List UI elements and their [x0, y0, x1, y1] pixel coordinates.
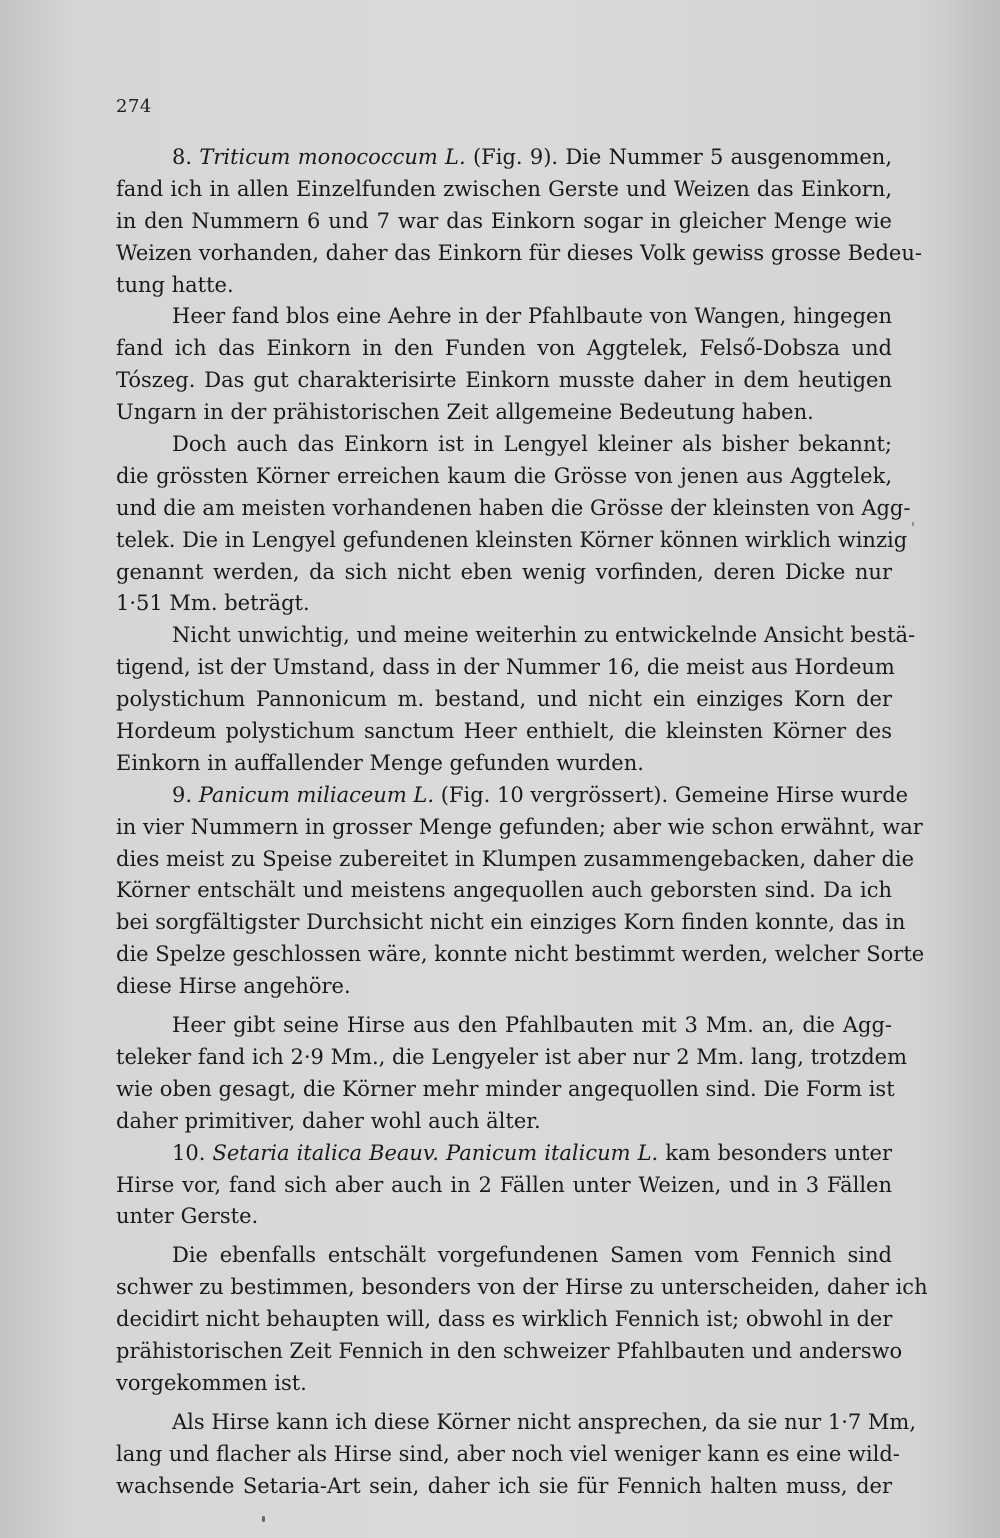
- text-segment: telek. Die in Lengyel gefundenen kleinsten Körner können wirklich winzig: [116, 527, 908, 552]
- text-line: [116, 1201, 892, 1233]
- text-line: [116, 270, 892, 302]
- text-line: [116, 844, 915, 876]
- text-segment: genannt werden, da sich nicht eben wenig vorfinden, deren Dicke nur: [116, 559, 892, 584]
- text-segment: polystichum Pannonicum m. bestand, und nicht ein einziges Korn der: [116, 687, 892, 712]
- text-segment: Einkorn in auffallender Menge gefunden wurden.: [116, 750, 644, 775]
- text-line: [116, 652, 895, 684]
- text-segment: die grössten Körner erreichen kaum die Grösse von jenen aus Aggtelek,: [116, 463, 892, 488]
- text-segment: 8.: [172, 145, 200, 169]
- text-segment: prähistorischen Zeit Fennich in den schweizer Pfahlbauten und anderswo: [116, 1338, 903, 1363]
- text-line: [116, 1010, 892, 1042]
- text-segment: decidirt nicht behaupten will, dass es wirklich Fennich ist; obwohl in der: [116, 1307, 893, 1332]
- text-line: [116, 1471, 892, 1503]
- text-line: [116, 174, 892, 206]
- text-segment: unter Gerste.: [116, 1204, 259, 1229]
- text-line: [116, 238, 922, 270]
- text-segment: schwer zu bestimmen, besonders von der Hirse zu unterscheiden, daher ich: [116, 1275, 928, 1300]
- text-segment: Doch auch das Einkorn ist in Lengyel kleiner als bisher bekannt;: [172, 432, 892, 457]
- page-number: 274: [116, 96, 152, 117]
- text-line: [116, 1272, 928, 1304]
- body-text: [116, 142, 928, 1502]
- text-segment: daher primitiver, daher wohl auch älter.: [116, 1108, 541, 1133]
- text-segment: wie oben gesagt, die Körner mehr minder angequollen sind. Die Form ist: [116, 1076, 895, 1101]
- text-segment: fand ich in allen Einzelfunden zwischen Gerste und Weizen das Einkorn,: [116, 176, 892, 201]
- text-segment: Die ebenfalls entschält vorgefundenen Samen vom Fennich sind: [172, 1243, 892, 1268]
- text-line: [116, 588, 892, 620]
- text-line: [116, 1042, 907, 1074]
- text-line: [116, 1240, 892, 1272]
- text-line: [116, 716, 892, 748]
- text-segment: Als Hirse kann ich diese Körner nicht ansprechen, da sie nur 1·7 Mm,: [172, 1409, 916, 1434]
- text-segment: die Spelze geschlossen wäre, konnte nicht bestimmt werden, welcher Sorte: [116, 942, 925, 967]
- text-line: [116, 907, 906, 939]
- italic-term: Triticum monococcum L.: [199, 145, 466, 169]
- text-segment: Körner entschält und meistens angequollen auch geborsten sind. Da ich: [116, 878, 892, 903]
- text-segment: fand ich das Einkorn in den Funden von Aggtelek, Felső-Dobsza und: [116, 336, 892, 361]
- text-segment: bei sorgfältigster Durchsicht nicht ein einziges Korn finden konnte, das in: [116, 910, 906, 935]
- text-line: [116, 1106, 892, 1138]
- italic-term: Setaria italica Beauv. Panicum italicum L.: [212, 1140, 659, 1165]
- text-line: [116, 397, 892, 429]
- text-segment: teleker fand ich 2·9 Mm., die Lengyeler ist aber nur 2 Mm. lang, trotzdem: [116, 1044, 907, 1069]
- text-segment: 10.: [172, 1140, 213, 1165]
- text-segment: (Fig. 9). Die Nummer 5 ausgenommen,: [465, 145, 892, 169]
- text-line: [116, 1407, 916, 1439]
- text-segment: vorgekommen ist.: [116, 1370, 307, 1395]
- text-segment: und die am meisten vorhandenen haben die Grösse der kleinsten von Agg-: [116, 495, 911, 520]
- text-segment: in vier Nummern in grosser Menge gefunden; aber wie schon erwähnt, war: [116, 814, 923, 839]
- text-segment: Hirse vor, fand sich aber auch in 2 Fällen unter Weizen, und in 3 Fällen: [116, 1172, 892, 1197]
- text-line: [116, 1439, 900, 1471]
- text-line: [116, 780, 909, 812]
- text-line: [116, 301, 892, 333]
- text-segment: Heer fand blos eine Aehre in der Pfahlbaute von Wangen, hingegen: [172, 304, 892, 329]
- text-line: [116, 748, 892, 780]
- text-line: [116, 333, 892, 365]
- text-segment: (Fig. 10 vergrössert). Gemeine Hirse wurde: [434, 782, 909, 807]
- text-line: [116, 812, 923, 844]
- text-line: [116, 875, 892, 907]
- italic-term: Panicum miliaceum L.: [198, 782, 435, 807]
- text-segment: lang und flacher als Hirse sind, aber noch viel weniger kann es eine wild-: [116, 1441, 900, 1466]
- text-line: [116, 971, 892, 1003]
- text-segment: 1·51 Mm. beträgt.: [116, 591, 310, 616]
- text-segment: tung hatte.: [116, 272, 234, 297]
- text-segment: Heer gibt seine Hirse aus den Pfahlbauten mit 3 Mm. an, die Agg-: [172, 1013, 892, 1038]
- text-segment: dies meist zu Speise zubereitet in Klumpen zusammengebacken, daher die: [116, 846, 915, 871]
- text-line: [116, 1170, 892, 1202]
- text-segment: tigend, ist der Umstand, dass in der Nummer 16, die meist aus Hordeum: [116, 655, 895, 680]
- text-line: [116, 620, 916, 652]
- text-line: [116, 206, 892, 238]
- text-segment: kam besonders unter: [658, 1140, 893, 1165]
- text-segment: Hordeum polystichum sanctum Heer enthielt, die kleinsten Körner des: [116, 719, 892, 744]
- text-line: [116, 429, 892, 461]
- text-segment: Ungarn in der prähistorischen Zeit allgemeine Bedeutung haben.: [116, 400, 814, 425]
- text-line: [116, 939, 925, 971]
- text-segment: 9.: [172, 782, 199, 807]
- print-speck: [262, 1516, 265, 1522]
- text-line: [116, 684, 892, 716]
- text-segment: Nicht unwichtig, und meine weiterhin zu entwickelnde Ansicht bestä-: [172, 623, 916, 648]
- text-line: [116, 142, 892, 174]
- text-line: [116, 461, 892, 493]
- text-line: [116, 1074, 895, 1106]
- text-line: [116, 557, 892, 589]
- text-line: [116, 1336, 903, 1368]
- print-speck: [912, 522, 914, 526]
- text-segment: Weizen vorhanden, daher das Einkorn für dieses Volk gewiss grosse Bedeu-: [116, 240, 922, 265]
- text-line: [116, 493, 911, 525]
- text-line: [116, 1304, 892, 1336]
- text-segment: wachsende Setaria-Art sein, daher ich sie für Fennich halten muss, der: [116, 1473, 892, 1498]
- text-segment: in den Nummern 6 und 7 war das Einkorn sogar in gleicher Menge wie: [116, 208, 892, 233]
- text-line: [116, 1138, 892, 1170]
- text-line: [116, 1368, 892, 1400]
- text-line: [116, 525, 908, 557]
- text-line: [116, 365, 892, 397]
- text-segment: Tószeg. Das gut charakterisirte Einkorn musste daher in dem heutigen: [116, 368, 892, 393]
- text-segment: diese Hirse angehöre.: [116, 974, 351, 999]
